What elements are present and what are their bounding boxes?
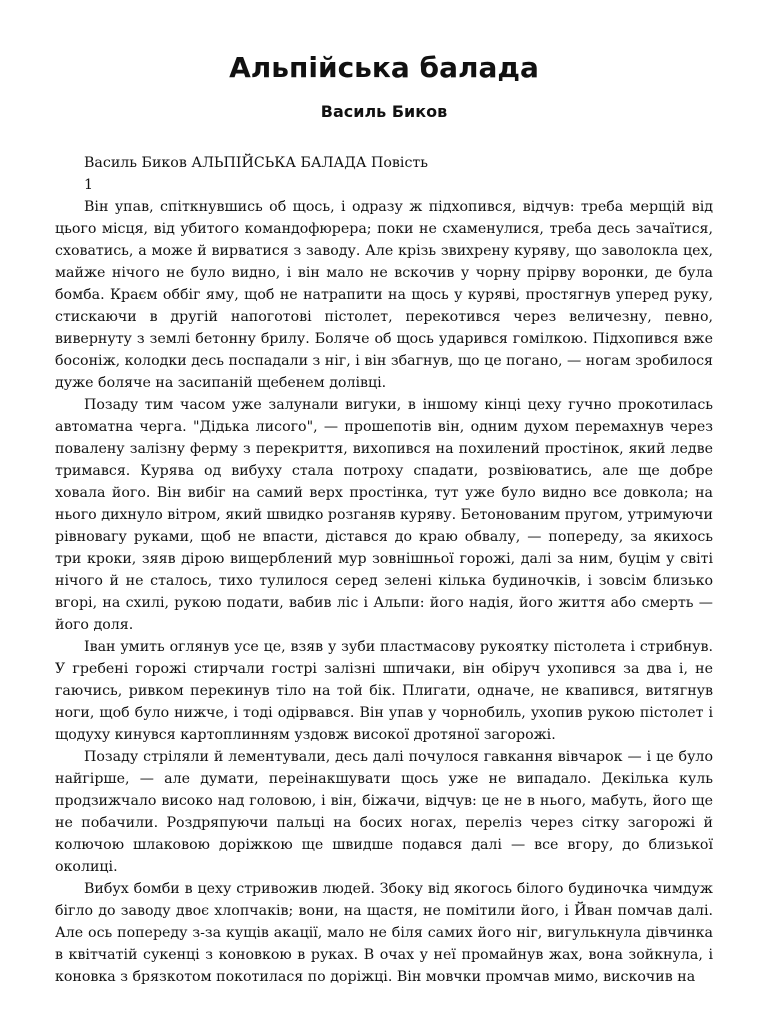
- document-body: [55, 152, 713, 988]
- header-line: Василь Биков АЛЬПІЙСЬКА БАЛАДА Повість: [84, 155, 428, 171]
- paragraph: Вибух бомби в цеху стривожив людей. Збоку від якогось білого будиночка чимдуж бігло до заводу двоє хлопчаків; вони, на щастя, не помітили його, і Йван помчав далі. Але ось попереду з-за кущів акації, мало не біля самих його ніг, вигулькнула дівчинка в квітчатій сукенці з коновкою в руках. В очах у неї промайнув жах, вона зойкнула, і коновка з брязкотом покотилася по доріжці. Він мовчки промчав мимо, вискочив на: [55, 881, 713, 985]
- chapter-number: 1: [84, 177, 94, 193]
- paragraph: Позаду тим часом уже залунали вигуки, в іншому кінці цеху гучно прокотилась автоматна черга. "Дідька лисого", — прошепотів він, одним духом перемахнув через повалену залізну ферму з перекриття, вихопився на похилений простінок, який ледве тримався. Курява од вибуху стала потроху спадати, розвіюватись, але ще добре ховала його. Він вибіг на самий верх простінка, тут уже було видно все довкола; на нього дихнуло вітром, який швидко розганяв куряву. Бетонованим пругом, утримуючи рівновагу руками, щоб не впасти, дістався до краю обвалу, — попереду, за якихось три кроки, зяяв дірою вищерблений мур зовнішньої горожі, далі за ним, буцім у світі нічого й не сталось, тихо тулилося серед зелені кілька будиночків, і зовсім близько вгорі, на схилі, рукою подати, вабив ліс і Альпи: його надія, його життя або смерть — його доля.: [55, 397, 713, 633]
- paragraph: Він упав, спіткнувшись об щось, і одразу ж підхопився, відчув: треба мерщій від цього місця, від убитого командофюрера; поки не схаменулися, треба десь зачаїтися, сховатись, а може й вирватися з заводу. Але крізь звихрену куряву, що заволокла цех, майже нічого не було видно, і він мало не вскочив у чорну прірву воронки, де була бомба. Краєм оббіг яму, щоб не натрапити на щось у куряві, простягнув уперед руку, стискаючи в другій напоготові пістолет, перекотився через величезну, певно, вивернуту з землі бетонну брилу. Боляче об щось ударився гомілкою. Підхопився вже босоніж, колодки десь поспадали з ніг, і він збагнув, що це погано, — ногам зробилося дуже боляче на засипаній щебенем долівці.: [55, 199, 713, 391]
- document-author: Василь Биков: [320, 102, 448, 121]
- document-title: Альпійська балада: [229, 51, 539, 84]
- paragraph: Позаду стріляли й лементували, десь далі почулося гавкання вівчарок — і це було найгірше, — але думати, переінакшувати щось уже не випадало. Декілька куль продзижчало високо над головою, і він, біжачи, відчув: це не в нього, мабуть, його ще не побачили. Роздряпуючи пальці на босих ногах, переліз через сітку загорожі й колючою шлаковою доріжкою ще швидше подався далі — все вгору, до близької околиці.: [55, 749, 713, 875]
- paragraph: Іван умить оглянув усе це, взяв у зуби пластмасову рукоятку пістолета і стрибнув. У гребені горожі стирчали гострі залізні шпичаки, він обіруч ухопився за два і, не гаючись, ривком перекинув тіло на той бік. Плигати, одначе, не квапився, витягнув ноги, щоб було нижче, і тоді одірвався. Він упав у чорнобиль, ухопив рукою пістолет і щодуху кинувся картоплинням уздовж високої дротяної загорожі.: [55, 639, 713, 743]
